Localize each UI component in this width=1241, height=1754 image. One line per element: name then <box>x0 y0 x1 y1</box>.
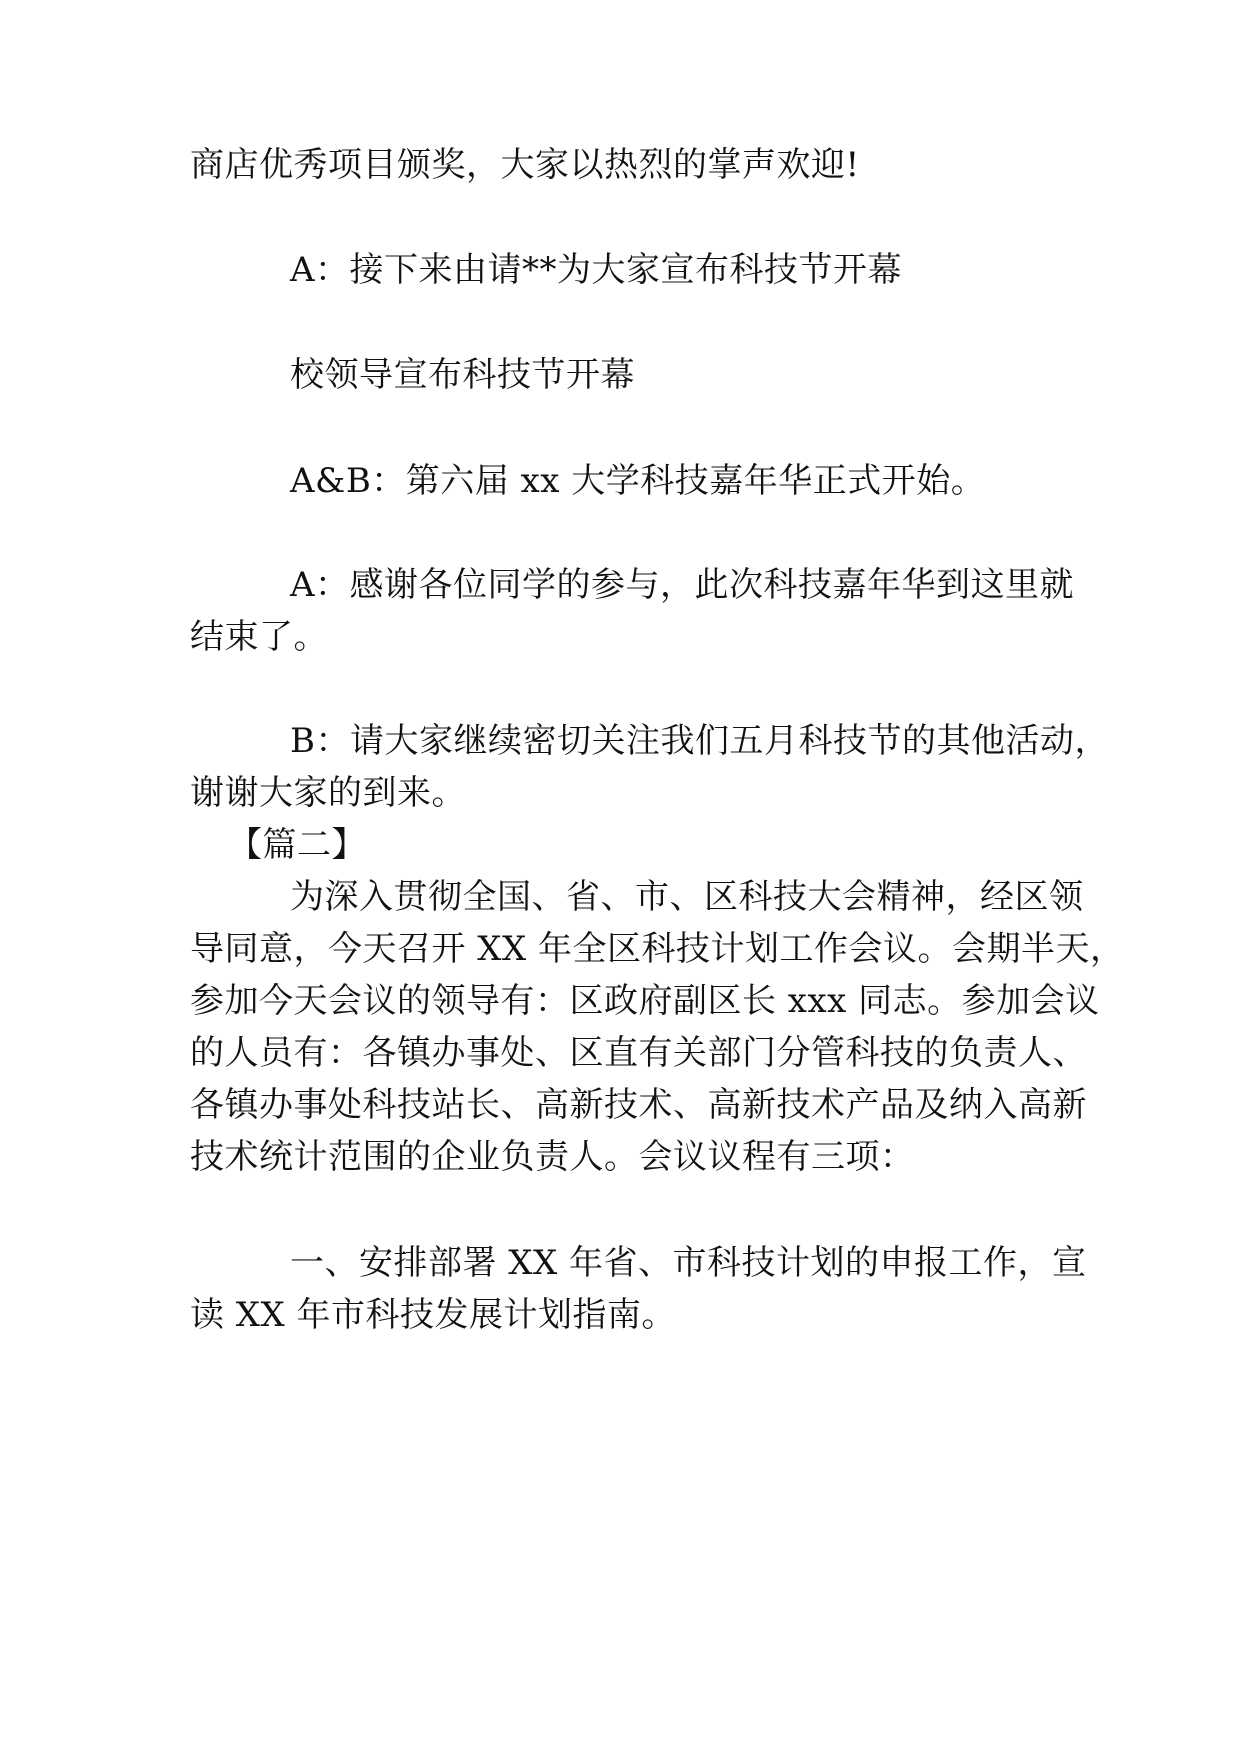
paragraph-line: A：接下来由请**为大家宣布科技节开幕 <box>290 250 903 290</box>
paragraph-line: 校领导宣布科技节开幕 <box>290 355 635 395</box>
paragraph-line: 一、安排部署 XX 年省、市科技计划的申报工作，宣 <box>290 1243 1087 1283</box>
paragraph-line: 谢谢大家的到来。 <box>190 773 466 813</box>
paragraph-line: 商店优秀项目颁奖，大家以热烈的掌声欢迎! <box>190 145 860 185</box>
section-heading: 【篇二】 <box>228 825 366 865</box>
paragraph-line: A：感谢各位同学的参与，此次科技嘉年华到这里就 <box>290 565 1075 605</box>
paragraph-line: 导同意，今天召开 XX 年全区科技计划工作会议。会期半天， <box>190 929 1125 969</box>
paragraph-line: 读 XX 年市科技发展计划指南。 <box>190 1295 677 1335</box>
paragraph-line: 的人员有：各镇办事处、区直有关部门分管科技的负责人、 <box>190 1033 1087 1073</box>
paragraph-line: 为深入贯彻全国、省、市、区科技大会精神，经区领 <box>290 877 1084 917</box>
paragraph-line: B：请大家继续密切关注我们五月科技节的其他活动， <box>290 721 1109 761</box>
paragraph-line: 各镇办事处科技站长、高新技术、高新技术产品及纳入高新 <box>190 1085 1087 1125</box>
paragraph-line: 参加今天会议的领导有：区政府副区长 xxx 同志。参加会议 <box>190 981 1100 1021</box>
paragraph-line: 结束了。 <box>190 617 328 657</box>
paragraph-line: 技术统计范围的企业负责人。会议议程有三项： <box>190 1137 915 1177</box>
paragraph-line: A&B：第六届 xx 大学科技嘉年华正式开始。 <box>290 461 986 501</box>
